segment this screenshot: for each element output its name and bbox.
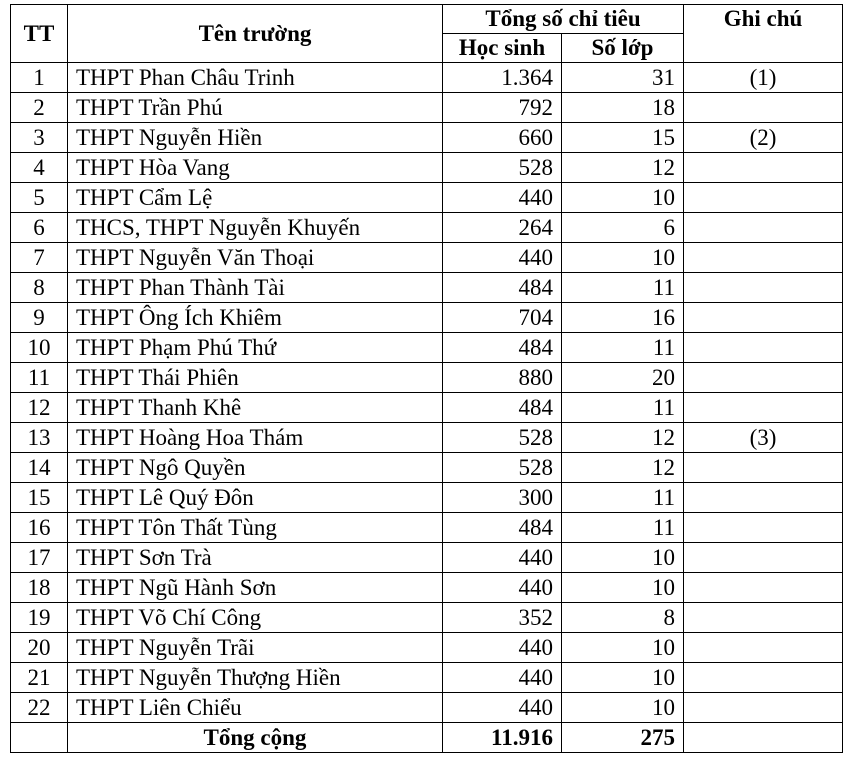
header-school-name: Tên trường [68, 5, 443, 63]
row-classes: 20 [562, 363, 684, 393]
row-students: 440 [443, 183, 562, 213]
row-students: 440 [443, 633, 562, 663]
row-school-name: THPT Nguyễn Văn Thoại [68, 243, 443, 273]
row-note [684, 243, 843, 273]
row-note: (1) [684, 63, 843, 93]
row-tt: 4 [11, 153, 68, 183]
row-note [684, 333, 843, 363]
total-tt-cell [11, 723, 68, 753]
row-school-name: THPT Phạm Phú Thứ [68, 333, 443, 363]
row-school-name: THPT Cẩm Lệ [68, 183, 443, 213]
row-tt: 8 [11, 273, 68, 303]
row-students: 440 [443, 573, 562, 603]
row-school-name: THPT Phan Thành Tài [68, 273, 443, 303]
row-tt: 21 [11, 663, 68, 693]
row-note [684, 573, 843, 603]
row-note [684, 663, 843, 693]
table-row [11, 63, 843, 93]
row-note [684, 153, 843, 183]
row-students: 440 [443, 663, 562, 693]
row-school-name: THPT Lê Quý Đôn [68, 483, 443, 513]
row-note [684, 273, 843, 303]
row-classes: 12 [562, 453, 684, 483]
total-classes: 275 [562, 723, 684, 753]
header-row [11, 5, 843, 34]
total-note-cell [684, 723, 843, 753]
row-tt: 1 [11, 63, 68, 93]
row-note: (2) [684, 123, 843, 153]
row-students: 660 [443, 123, 562, 153]
row-classes: 12 [562, 423, 684, 453]
row-note [684, 513, 843, 543]
table-row [11, 483, 843, 513]
row-classes: 8 [562, 603, 684, 633]
row-classes: 11 [562, 513, 684, 543]
table-row [11, 603, 843, 633]
row-note [684, 183, 843, 213]
total-students: 11.916 [443, 723, 562, 753]
row-tt: 3 [11, 123, 68, 153]
table-row [11, 273, 843, 303]
row-note [684, 693, 843, 723]
header-tt: TT [11, 5, 68, 63]
row-students: 528 [443, 423, 562, 453]
row-classes: 11 [562, 483, 684, 513]
enrollment-quota-table [10, 4, 843, 753]
table-row [11, 363, 843, 393]
row-students: 300 [443, 483, 562, 513]
row-note [684, 453, 843, 483]
row-classes: 10 [562, 693, 684, 723]
row-note [684, 633, 843, 663]
row-note [684, 93, 843, 123]
table-row [11, 453, 843, 483]
table-row [11, 513, 843, 543]
row-tt: 20 [11, 633, 68, 663]
row-note [684, 303, 843, 333]
row-students: 484 [443, 513, 562, 543]
row-tt: 6 [11, 213, 68, 243]
row-school-name: THPT Liên Chiểu [68, 693, 443, 723]
row-note: (3) [684, 423, 843, 453]
row-tt: 15 [11, 483, 68, 513]
row-students: 352 [443, 603, 562, 633]
row-school-name: THPT Hòa Vang [68, 153, 443, 183]
row-tt: 12 [11, 393, 68, 423]
row-classes: 10 [562, 543, 684, 573]
row-classes: 10 [562, 663, 684, 693]
row-students: 264 [443, 213, 562, 243]
row-tt: 2 [11, 93, 68, 123]
row-classes: 11 [562, 393, 684, 423]
row-students: 440 [443, 693, 562, 723]
row-students: 528 [443, 453, 562, 483]
row-students: 792 [443, 93, 562, 123]
row-note [684, 543, 843, 573]
row-school-name: THPT Nguyễn Thượng Hiền [68, 663, 443, 693]
row-tt: 16 [11, 513, 68, 543]
row-tt: 19 [11, 603, 68, 633]
table-row [11, 243, 843, 273]
row-classes: 10 [562, 243, 684, 273]
row-students: 484 [443, 393, 562, 423]
row-school-name: THPT Nguyễn Hiền [68, 123, 443, 153]
table-row [11, 303, 843, 333]
row-tt: 18 [11, 573, 68, 603]
row-tt: 5 [11, 183, 68, 213]
row-students: 484 [443, 333, 562, 363]
row-classes: 10 [562, 633, 684, 663]
row-tt: 11 [11, 363, 68, 393]
row-note [684, 393, 843, 423]
row-students: 484 [443, 273, 562, 303]
row-school-name: THPT Trần Phú [68, 93, 443, 123]
table-row [11, 693, 843, 723]
row-school-name: THCS, THPT Nguyễn Khuyến [68, 213, 443, 243]
table-row [11, 123, 843, 153]
table-row [11, 423, 843, 453]
row-students: 440 [443, 243, 562, 273]
table-row [11, 573, 843, 603]
total-row [11, 723, 843, 753]
table-row [11, 393, 843, 423]
table-row [11, 183, 843, 213]
row-school-name: THPT Thái Phiên [68, 363, 443, 393]
row-classes: 6 [562, 213, 684, 243]
row-school-name: THPT Võ Chí Công [68, 603, 443, 633]
table-row [11, 213, 843, 243]
row-classes: 16 [562, 303, 684, 333]
row-classes: 31 [562, 63, 684, 93]
row-school-name: THPT Phan Châu Trinh [68, 63, 443, 93]
header-students: Học sinh [443, 34, 562, 63]
table-row [11, 333, 843, 363]
row-students: 528 [443, 153, 562, 183]
row-school-name: THPT Tôn Thất Tùng [68, 513, 443, 543]
header-total-quota: Tổng số chỉ tiêu [443, 5, 684, 34]
table-row [11, 633, 843, 663]
row-tt: 9 [11, 303, 68, 333]
row-note [684, 213, 843, 243]
table-row [11, 93, 843, 123]
row-students: 440 [443, 543, 562, 573]
table-body [11, 63, 843, 723]
row-classes: 11 [562, 273, 684, 303]
row-note [684, 363, 843, 393]
row-classes: 11 [562, 333, 684, 363]
row-classes: 10 [562, 573, 684, 603]
row-school-name: THPT Hoàng Hoa Thám [68, 423, 443, 453]
table-row [11, 663, 843, 693]
row-school-name: THPT Nguyễn Trãi [68, 633, 443, 663]
row-classes: 18 [562, 93, 684, 123]
row-tt: 13 [11, 423, 68, 453]
table-row [11, 543, 843, 573]
row-students: 704 [443, 303, 562, 333]
row-classes: 12 [562, 153, 684, 183]
header-classes: Số lớp [562, 34, 684, 63]
table-row [11, 153, 843, 183]
row-school-name: THPT Ngô Quyền [68, 453, 443, 483]
row-tt: 10 [11, 333, 68, 363]
row-school-name: THPT Ông Ích Khiêm [68, 303, 443, 333]
row-note [684, 483, 843, 513]
header-note: Ghi chú [684, 5, 843, 63]
row-students: 880 [443, 363, 562, 393]
row-classes: 15 [562, 123, 684, 153]
row-classes: 10 [562, 183, 684, 213]
row-school-name: THPT Thanh Khê [68, 393, 443, 423]
row-tt: 17 [11, 543, 68, 573]
row-tt: 7 [11, 243, 68, 273]
row-school-name: THPT Sơn Trà [68, 543, 443, 573]
row-tt: 22 [11, 693, 68, 723]
row-note [684, 603, 843, 633]
row-tt: 14 [11, 453, 68, 483]
total-label: Tổng cộng [68, 723, 443, 753]
row-students: 1.364 [443, 63, 562, 93]
row-school-name: THPT Ngũ Hành Sơn [68, 573, 443, 603]
